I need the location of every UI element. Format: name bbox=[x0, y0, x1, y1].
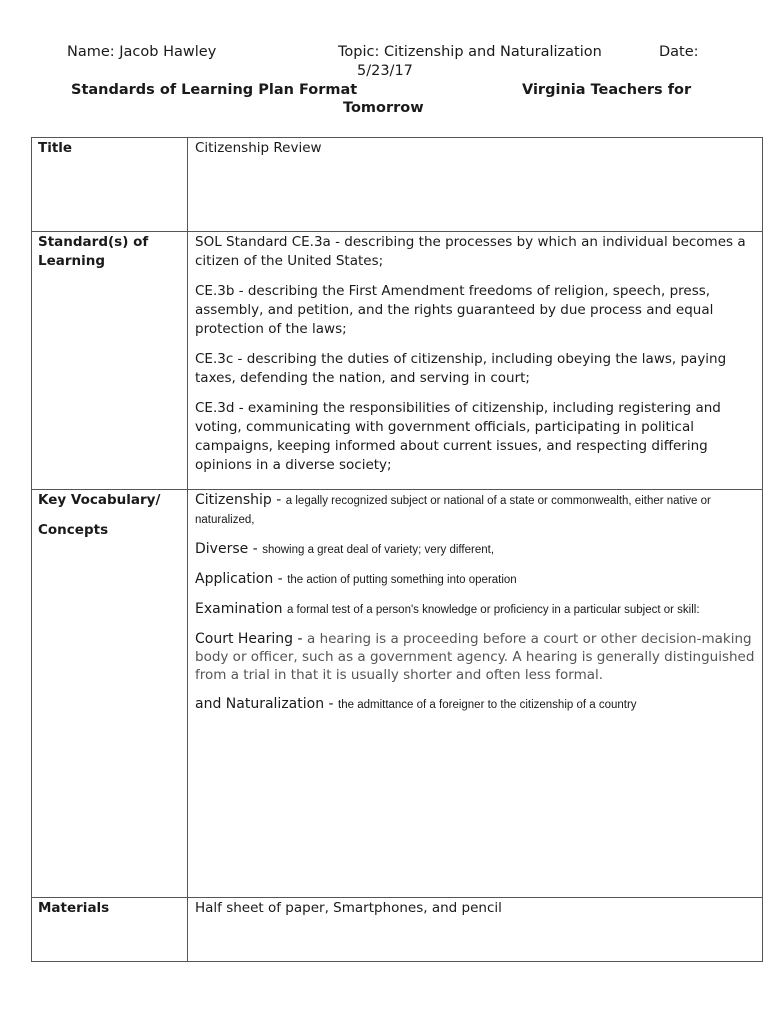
vocab-term: Court Hearing - bbox=[195, 631, 307, 647]
vocab-definition: a hearing is a proceeding before a court or other decision-making body or officer, such as a government agency. A hearing is generally distinguished from a trial in that it is usually shorter and often less formal. bbox=[195, 631, 755, 683]
vocab-label-line2: Concepts bbox=[38, 522, 109, 538]
title-value: Citizenship Review bbox=[188, 138, 763, 232]
vocab-item bbox=[195, 570, 756, 589]
vocab-item bbox=[195, 491, 756, 529]
vocab-definition: the action of putting something into operation bbox=[287, 574, 517, 586]
vocab-term: Citizenship - bbox=[195, 492, 286, 508]
vocab-list bbox=[188, 490, 763, 898]
materials-value: Half sheet of paper, Smartphones, and pencil bbox=[188, 898, 763, 962]
vocab-definition: a formal test of a person's knowledge or proficiency in a particular subject or skill: bbox=[286, 604, 700, 616]
lesson-plan-table bbox=[31, 137, 763, 962]
vocab-label bbox=[32, 490, 188, 898]
title-label: Title bbox=[32, 138, 188, 232]
vocab-definition: a legally recognized subject or national of a state or commonwealth, either native or naturalized, bbox=[195, 495, 711, 526]
materials-label: Materials bbox=[32, 898, 188, 962]
standard-item: CE.3c - describing the duties of citizenship, including obeying the laws, paying taxes, defending the nation, and serving in court; bbox=[195, 351, 727, 386]
vocab-term: and Naturalization - bbox=[195, 696, 339, 712]
lesson-topic: Topic: Citizenship and Naturalization bbox=[338, 44, 602, 60]
table-row-materials bbox=[32, 898, 763, 962]
org-name: Virginia Teachers for bbox=[522, 82, 692, 98]
date-value: 5/23/17 bbox=[357, 63, 413, 79]
table-row-vocabulary bbox=[32, 490, 763, 898]
standards-label: Standard(s) of Learning bbox=[32, 232, 188, 490]
vocab-item bbox=[195, 630, 756, 684]
standard-item: CE.3b - describing the First Amendment freedoms of religion, speech, press, assembly, and petition, and the rights guaranteed by due process and equal protection of the laws; bbox=[195, 283, 714, 337]
table-row-standards bbox=[32, 232, 763, 490]
vocab-item bbox=[195, 600, 756, 619]
org-name-continued: Tomorrow bbox=[343, 100, 424, 116]
standards-list bbox=[188, 232, 763, 490]
vocab-term: Diverse - bbox=[195, 541, 263, 557]
vocab-item bbox=[195, 695, 756, 714]
standard-item: CE.3d - examining the responsibilities of citizenship, including registering and voting, communicating with government officials, participating in political campaigns, keeping informed about current issues, and respecting differing opinions in a diverse society; bbox=[195, 400, 721, 473]
vocab-definition: the admittance of a foreigner to the citizenship of a country bbox=[338, 699, 637, 711]
student-name: Name: Jacob Hawley bbox=[67, 44, 217, 60]
vocab-label-line1: Key Vocabulary/ bbox=[38, 492, 161, 508]
vocab-term: Application - bbox=[195, 571, 288, 587]
date-label: Date: bbox=[659, 44, 699, 60]
table-row-title bbox=[32, 138, 763, 232]
standard-item: SOL Standard CE.3a - describing the processes by which an individual becomes a citizen of the United States; bbox=[195, 234, 746, 269]
vocab-item bbox=[195, 540, 756, 559]
format-title: Standards of Learning Plan Format bbox=[71, 82, 358, 98]
vocab-term: Examination bbox=[195, 601, 287, 617]
vocab-definition: showing a great deal of variety; very different, bbox=[262, 544, 495, 556]
